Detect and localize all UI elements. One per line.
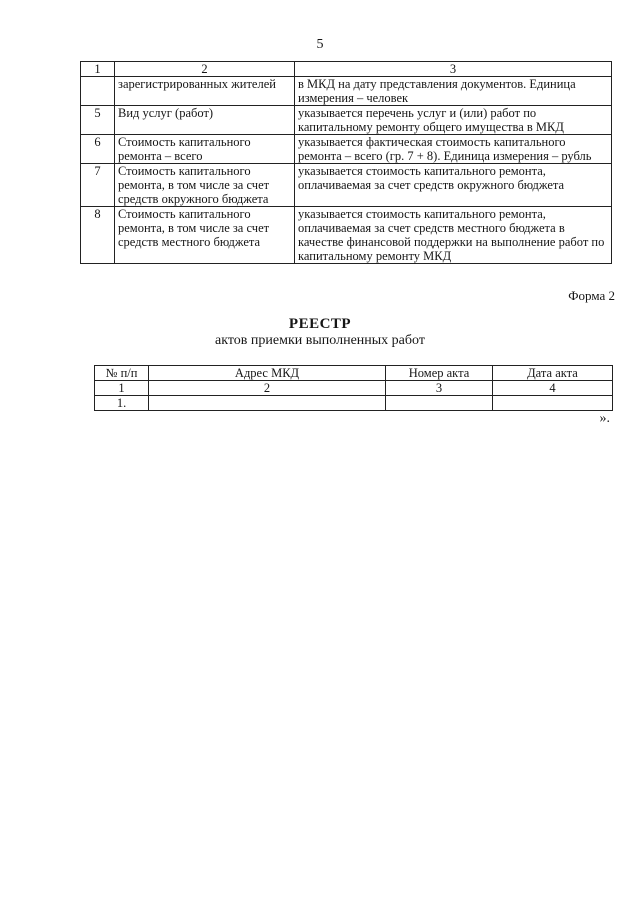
header-number: № п/п [95, 366, 149, 381]
column-number-4: 4 [493, 381, 613, 396]
registry-header-row [95, 366, 613, 381]
column-number-2: 2 [149, 381, 386, 396]
row-number: 8 [81, 207, 115, 264]
column-number-1: 1 [81, 62, 115, 77]
row-number [81, 77, 115, 106]
column-number-3: 3 [295, 62, 612, 77]
page-number: 5 [316, 37, 324, 52]
table-row [81, 164, 612, 207]
table-header-row [81, 62, 612, 77]
row-address [149, 396, 386, 411]
row-number: 6 [81, 135, 115, 164]
row-number: 5 [81, 106, 115, 135]
header-act-date: Дата акта [493, 366, 613, 381]
row-name: зарегистрированных жителей [115, 77, 295, 106]
row-name: Стоимость капитального ремонта – всего [115, 135, 295, 164]
table-row [81, 207, 612, 264]
row-description: указывается перечень услуг и (или) работ по капитальному ремонту общего имущества в МКД [295, 106, 612, 135]
row-description: указывается фактическая стоимость капитального ремонта – всего (гр. 7 + 8). Единица измерения – рубль [295, 135, 612, 164]
header-act-number: Номер акта [386, 366, 493, 381]
description-table [80, 61, 612, 264]
table-row [81, 77, 612, 106]
row-description: указывается стоимость капитального ремонта, оплачиваемая за счет средств окружного бюджета [295, 164, 612, 207]
row-name: Стоимость капитального ремонта, в том числе за счет средств окружного бюджета [115, 164, 295, 207]
column-number-2: 2 [115, 62, 295, 77]
row-act-number [386, 396, 493, 411]
registry-table [94, 365, 613, 411]
table-row [95, 396, 613, 411]
registry-subtitle: актов приемки выполненных работ [215, 333, 425, 348]
column-number-3: 3 [386, 381, 493, 396]
row-number: 7 [81, 164, 115, 207]
row-act-date [493, 396, 613, 411]
table-row [81, 106, 612, 135]
row-name: Стоимость капитального ремонта, в том числе за счет средств местного бюджета [115, 207, 295, 264]
row-name: Вид услуг (работ) [115, 106, 295, 135]
registry-title: РЕЕСТР [288, 316, 352, 332]
column-number-1: 1 [95, 381, 149, 396]
registry-numbering-row [95, 381, 613, 396]
row-number: 1. [95, 396, 149, 411]
closing-quote: ». [599, 411, 610, 426]
row-description: указывается стоимость капитального ремонта, оплачиваемая за счет средств местного бюджета в качестве финансовой поддержки на выполнение работ по капитальному ремонту МКД [295, 207, 612, 264]
row-description: в МКД на дату представления документов. Единица измерения – человек [295, 77, 612, 106]
header-address: Адрес МКД [149, 366, 386, 381]
table-row [81, 135, 612, 164]
form-label: Форма 2 [568, 288, 615, 303]
